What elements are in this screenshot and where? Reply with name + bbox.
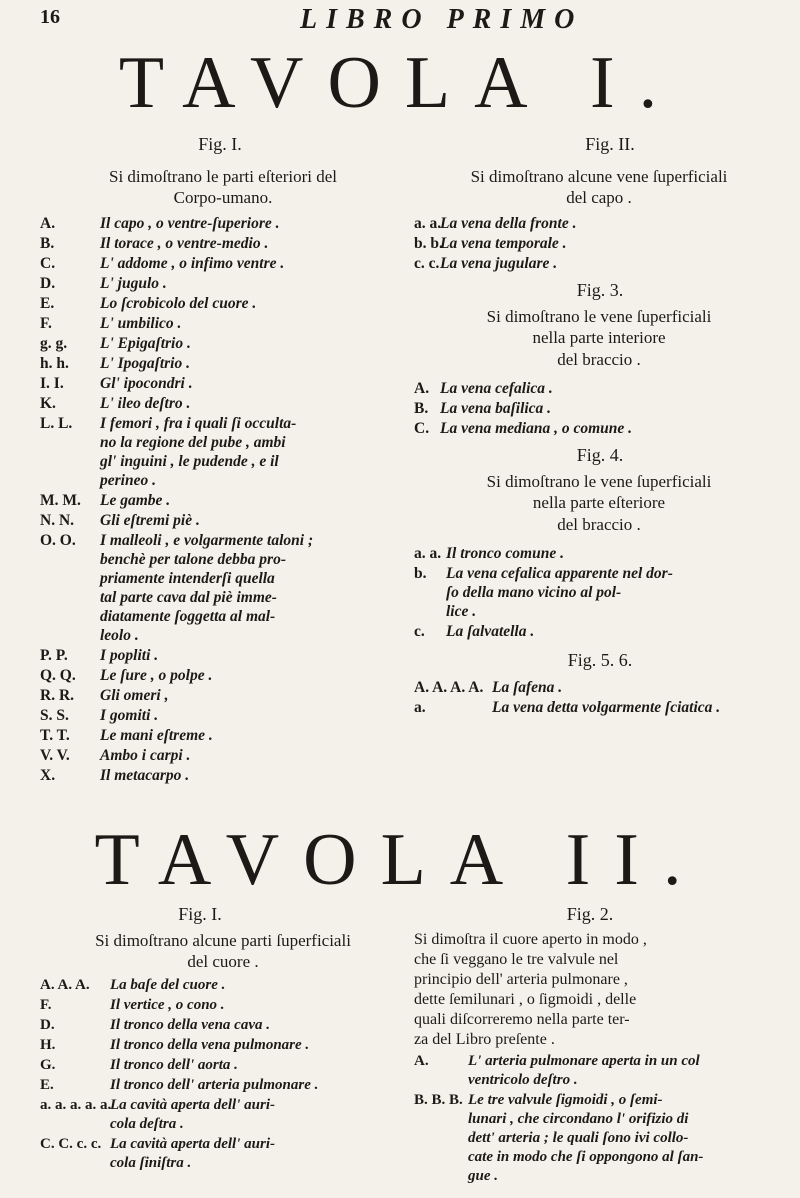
legend-text: I femori , fra i quali ſi occulta- bbox=[100, 415, 297, 432]
legend-item bbox=[40, 354, 410, 373]
legend-key: P. P. bbox=[40, 647, 68, 664]
intro-line: nella parte eſteriore bbox=[532, 493, 666, 513]
legend-text: La vena baſilica . bbox=[440, 400, 552, 417]
intro-line: Si dimoſtrano le parti eſteriori del bbox=[108, 167, 338, 186]
legend-text: Gli omeri , bbox=[100, 687, 169, 704]
legend-text: lunari , che circondano l' orifizio di bbox=[468, 1111, 689, 1127]
intro-line: Corpo-umano. bbox=[173, 188, 273, 208]
legend-text: La ſalvatella . bbox=[446, 623, 535, 640]
legend-text: I malleoli , e volgarmente taloni ; bbox=[100, 532, 314, 549]
legend-text: Le ſure , o polpe . bbox=[100, 667, 213, 684]
legend-key: B. B. B. bbox=[414, 1092, 463, 1108]
intro-line: Si dimoſtrano le vene ſuperficiali bbox=[486, 472, 712, 491]
legend-text: L' jugulo . bbox=[100, 275, 167, 292]
legend-text: lice . bbox=[446, 603, 477, 620]
legend-item bbox=[414, 678, 784, 697]
legend-text: ventricolo deſtro . bbox=[468, 1072, 578, 1088]
legend-item bbox=[40, 646, 410, 665]
legend-key: a. a. a. a. a. bbox=[40, 1097, 112, 1113]
legend-key: B. bbox=[40, 235, 55, 252]
paragraph-line: Si dimoſtra il cuore aperto in modo , bbox=[414, 931, 647, 948]
intro-line: Si dimoſtrano alcune parti ſuperficiali bbox=[95, 931, 351, 950]
legend-text: ſo della mano vicino al pol- bbox=[446, 584, 622, 601]
legend-item bbox=[414, 544, 784, 563]
legend-text: dett' arteria ; le quali ſono ivi collo- bbox=[468, 1130, 689, 1146]
paragraph-line: dette ſemilunari , o ſigmoidi , delle bbox=[414, 991, 637, 1008]
legend-key: b. b. bbox=[414, 235, 443, 252]
legend-text: Il tronco dell' arteria pulmonare . bbox=[110, 1077, 319, 1093]
legend-item bbox=[40, 766, 410, 785]
legend-key: E. bbox=[40, 1077, 54, 1093]
legend-text: La vena jugulare . bbox=[440, 255, 558, 272]
legend-item bbox=[40, 976, 410, 995]
paragraph-line: principio dell' arteria pulmonare , bbox=[414, 971, 628, 988]
legend-item bbox=[40, 1076, 410, 1095]
legend-item bbox=[40, 996, 410, 1015]
legend-text: Il tronco comune . bbox=[446, 545, 564, 562]
t2-fig1-intro bbox=[40, 930, 406, 973]
legend-key: c. c. bbox=[414, 255, 440, 272]
t1-fig4-intro bbox=[414, 471, 784, 535]
legend-text: La baſe del cuore . bbox=[110, 977, 226, 993]
legend-key: a. a. bbox=[414, 215, 442, 232]
legend-text: benchè per talone debba pro- bbox=[100, 551, 286, 568]
legend-key: h. h. bbox=[40, 355, 69, 372]
legend-text: La vena cefalica . bbox=[440, 380, 553, 397]
legend-item bbox=[40, 1036, 410, 1055]
legend-item bbox=[40, 374, 410, 393]
legend-text: L' Ipogaſtrio . bbox=[100, 355, 190, 372]
legend-text: L' umbilico . bbox=[100, 315, 182, 332]
legend-text: cate in modo che ſi oppongono al ſan- bbox=[468, 1149, 704, 1165]
legend-text: Gli eſtremi piè . bbox=[100, 512, 200, 529]
tavola-2-title: TAVOLA II. bbox=[94, 819, 706, 901]
legend-item bbox=[414, 399, 784, 418]
legend-text: Il vertice , o cono . bbox=[110, 997, 225, 1013]
legend-text: La vena della fronte . bbox=[440, 215, 577, 232]
legend-text: gl' inguini , le pudende , e il bbox=[100, 453, 279, 470]
t1-fig2-intro bbox=[414, 166, 784, 209]
legend-key: g. g. bbox=[40, 335, 68, 352]
legend-text: priamente intenderſi quella bbox=[100, 570, 275, 587]
legend-item bbox=[40, 531, 410, 645]
legend-text: Il tronco della vena cava . bbox=[110, 1017, 270, 1033]
legend-text: I gomiti . bbox=[100, 707, 159, 724]
tavola-1-title: TAVOLA I. bbox=[118, 42, 682, 124]
legend-key: c. bbox=[414, 623, 425, 640]
legend-text: leolo . bbox=[100, 627, 139, 644]
legend-item bbox=[414, 254, 784, 273]
legend-text: I popliti . bbox=[100, 647, 159, 664]
legend-text: Lo ſcrobicolo del cuore . bbox=[100, 295, 257, 312]
t1-fig3-heading: Fig. 3. bbox=[576, 280, 624, 300]
legend-text: La vena temporale . bbox=[440, 235, 567, 252]
t2-fig2-heading: Fig. 2. bbox=[566, 904, 614, 924]
intro-line: del cuore . bbox=[187, 952, 259, 972]
legend-key: C. C. c. c. bbox=[40, 1136, 102, 1152]
legend-item bbox=[414, 698, 784, 717]
legend-text: Le tre valvule ſigmoidi , o ſemi- bbox=[468, 1092, 663, 1108]
t1-fig3-intro bbox=[414, 306, 784, 370]
legend-key: a. a. bbox=[414, 545, 442, 562]
legend-text: Il capo , o ventre-ſuperiore . bbox=[100, 215, 280, 232]
legend-text: La cavità aperta dell' auri- bbox=[110, 1136, 275, 1152]
legend-item bbox=[40, 414, 410, 490]
legend-text: Le mani eſtreme . bbox=[100, 727, 213, 744]
legend-key: L. L. bbox=[40, 415, 73, 432]
paragraph-line: che ſi veggano le tre valvule nel bbox=[414, 951, 619, 968]
legend-item bbox=[414, 622, 784, 641]
legend-item bbox=[40, 274, 410, 293]
intro-line: Si dimoſtrano alcune vene ſuperficiali bbox=[470, 167, 728, 186]
legend-text: cola ſiniſtra . bbox=[110, 1155, 192, 1171]
legend-key: A. A. A. bbox=[40, 977, 90, 993]
running-head: LIBRO PRIMO bbox=[300, 4, 584, 35]
paragraph-line: quali diſcorreremo nella parte ter- bbox=[414, 1011, 630, 1028]
legend-text: La vena detta volgarmente ſciatica . bbox=[492, 699, 721, 716]
legend-key: R. R. bbox=[40, 687, 75, 704]
intro-line: Si dimoſtrano le vene ſuperficiali bbox=[486, 307, 712, 326]
legend-key: A. bbox=[414, 1053, 429, 1069]
legend-item bbox=[414, 234, 784, 253]
legend-text: gue . bbox=[468, 1168, 498, 1184]
legend-key: O. O. bbox=[40, 532, 76, 549]
t1-fig4-heading: Fig. 4. bbox=[576, 445, 624, 465]
legend-item bbox=[40, 294, 410, 313]
legend-item bbox=[414, 419, 784, 438]
legend-item bbox=[40, 254, 410, 273]
legend-text: L' arteria pulmonare aperta in un col bbox=[468, 1053, 700, 1069]
legend-key: B. bbox=[414, 400, 429, 417]
intro-line: del braccio . bbox=[557, 349, 641, 369]
legend-key: H. bbox=[40, 1037, 56, 1053]
intro-line: del braccio . bbox=[557, 514, 641, 534]
legend-key: A. bbox=[414, 380, 430, 397]
legend-item bbox=[40, 511, 410, 530]
t2-fig1-heading: Fig. I. bbox=[178, 904, 222, 924]
legend-key: F. bbox=[40, 315, 52, 332]
legend-text: La vena mediana , o comune . bbox=[440, 420, 633, 437]
legend-text: L' ileo deſtro . bbox=[100, 395, 191, 412]
legend-item bbox=[414, 1052, 784, 1090]
legend-item bbox=[40, 234, 410, 253]
legend-text: L' Epigaſtrio . bbox=[100, 335, 191, 352]
legend-item bbox=[40, 1135, 410, 1173]
legend-item bbox=[414, 379, 784, 398]
legend-text: Gl' ipocondri . bbox=[100, 375, 193, 392]
legend-item bbox=[40, 214, 410, 233]
legend-key: X. bbox=[40, 767, 56, 784]
t1-fig2-heading: Fig. II. bbox=[585, 134, 635, 154]
legend-text: L' addome , o infimo ventre . bbox=[100, 255, 285, 272]
legend-text: La cavità aperta dell' auri- bbox=[110, 1097, 275, 1113]
legend-key: I. I. bbox=[40, 375, 64, 392]
legend-item bbox=[40, 1016, 410, 1035]
legend-key: A. A. A. A. bbox=[414, 679, 484, 696]
t1-fig1-intro bbox=[40, 166, 406, 209]
legend-text: Le gambe . bbox=[100, 492, 171, 509]
legend-text: cola deſtra . bbox=[110, 1116, 184, 1132]
intro-line: nella parte interiore bbox=[532, 328, 666, 348]
legend-item bbox=[40, 491, 410, 510]
legend-key: G. bbox=[40, 1057, 56, 1073]
legend-item bbox=[414, 1091, 784, 1186]
legend-key: Q. Q. bbox=[40, 667, 76, 684]
legend-item bbox=[414, 564, 784, 621]
legend-key: a. bbox=[414, 699, 426, 716]
legend-key: A. bbox=[40, 215, 56, 232]
t1-fig56-heading: Fig. 5. 6. bbox=[567, 650, 633, 670]
t1-fig1-heading: Fig. I. bbox=[198, 134, 242, 154]
legend-item bbox=[414, 214, 784, 233]
legend-item bbox=[40, 394, 410, 413]
legend-text: La vena cefalica apparente nel dor- bbox=[446, 565, 673, 582]
legend-key: V. V. bbox=[40, 747, 70, 764]
paragraph-line: za del Libro preſente . bbox=[414, 1031, 555, 1048]
legend-key: C. bbox=[40, 255, 56, 272]
legend-item bbox=[40, 334, 410, 353]
legend-key: M. M. bbox=[40, 492, 81, 509]
legend-item bbox=[40, 726, 410, 745]
legend-key: D. bbox=[40, 275, 56, 292]
legend-key: E. bbox=[40, 295, 55, 312]
page-number: 16 bbox=[40, 6, 60, 28]
legend-key: T. T. bbox=[40, 727, 70, 744]
legend-text: Il tronco dell' aorta . bbox=[110, 1057, 238, 1073]
legend-text: tal parte cava dal piè imme- bbox=[100, 589, 277, 606]
legend-text: perineo . bbox=[100, 472, 156, 489]
legend-item bbox=[40, 686, 410, 705]
legend-text: Il metacarpo . bbox=[100, 767, 190, 784]
legend-key: F. bbox=[40, 997, 52, 1013]
legend-item bbox=[40, 314, 410, 333]
legend-key: D. bbox=[40, 1017, 55, 1033]
legend-text: Il torace , o ventre-medio . bbox=[100, 235, 269, 252]
legend-text: Ambo i carpi . bbox=[100, 747, 191, 764]
legend-key: b. bbox=[414, 565, 427, 582]
intro-line: del capo . bbox=[566, 188, 632, 208]
legend-item bbox=[40, 746, 410, 765]
legend-key: N. N. bbox=[40, 512, 75, 529]
legend-item bbox=[40, 1096, 410, 1134]
legend-text: diatamente ſoggetta al mal- bbox=[100, 608, 276, 625]
legend-key: C. bbox=[414, 420, 430, 437]
legend-text: La ſafena . bbox=[492, 679, 563, 696]
legend-item bbox=[40, 1056, 410, 1075]
legend-item bbox=[40, 666, 410, 685]
legend-item bbox=[40, 706, 410, 725]
legend-key: K. bbox=[40, 395, 56, 412]
legend-key: S. S. bbox=[40, 707, 69, 724]
legend-text: no la regione del pube , ambi bbox=[100, 434, 286, 451]
legend-text: Il tronco della vena pulmonare . bbox=[110, 1037, 310, 1053]
